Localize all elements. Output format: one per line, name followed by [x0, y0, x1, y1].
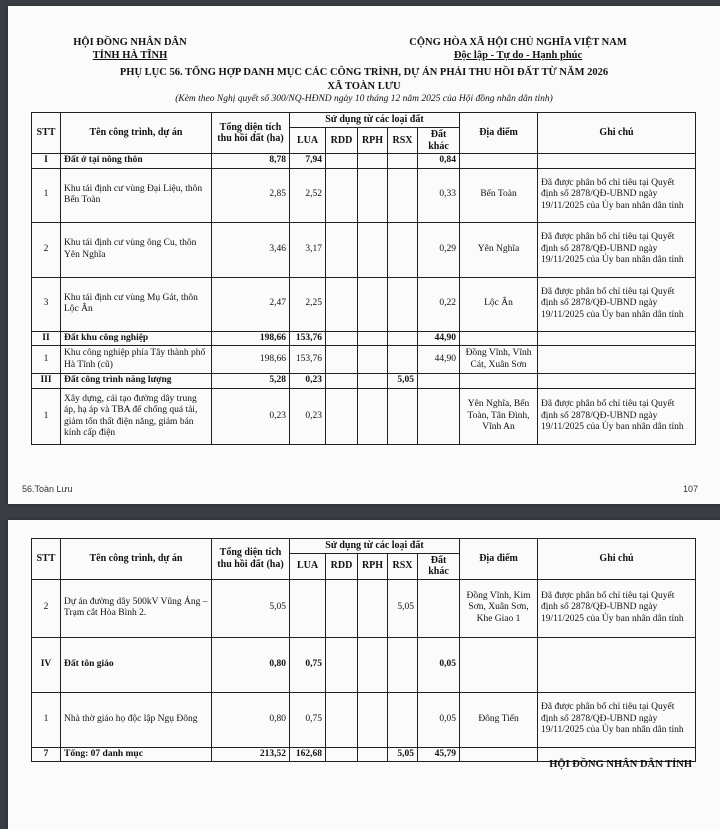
col-header-total-line2: thu hồi đất (ha) [217, 133, 284, 144]
cell-stt: IV [32, 637, 61, 692]
cell-rdd [326, 331, 358, 346]
cell-rph [358, 579, 388, 637]
col-header-location: Địa điểm [460, 113, 538, 154]
cell-lua: 0,23 [290, 389, 326, 445]
cell-other: 0,05 [418, 692, 460, 747]
cell-rdd [326, 154, 358, 169]
cell-stt: 1 [32, 389, 61, 445]
cell-location [460, 747, 538, 762]
cell-rsx [388, 346, 418, 374]
cell-rdd [326, 346, 358, 374]
cell-total: 0,23 [212, 389, 290, 445]
cell-note [538, 637, 696, 692]
cell-rdd [326, 168, 358, 222]
cell-rsx [388, 692, 418, 747]
cell-name: Khu tái định cư vùng ông Cu, thôn Yên Nghĩa [61, 222, 212, 277]
col-header-lua: LUA [290, 553, 326, 579]
page-number: 107 [682, 484, 698, 494]
issuer-name: HỘI ĐỒNG NHÂN DÂN [73, 37, 187, 48]
cell-name: Khu tái định cư vùng Mụ Gát, thôn Lộc Ân [61, 277, 212, 331]
cell-rsx [388, 331, 418, 346]
cell-other: 44,90 [418, 331, 460, 346]
col-header-rph: RPH [358, 553, 388, 579]
cell-location: Đồng Vĩnh, Kim Sơn, Xuân Sơn, Khe Giao 1 [460, 579, 538, 637]
cell-note [538, 346, 696, 374]
cell-total: 213,52 [212, 747, 290, 762]
national-title: CỘNG HÒA XÃ HỘI CHỦ NGHĨA VIỆT NAM [409, 37, 627, 48]
col-header-total [212, 113, 290, 154]
cell-note [538, 331, 696, 346]
cell-rdd [326, 389, 358, 445]
col-header-rsx: RSX [388, 128, 418, 154]
cell-name: Đất công trình năng lượng [61, 374, 212, 389]
cell-rsx: 5,05 [388, 374, 418, 389]
cell-stt: 3 [32, 277, 61, 331]
cell-rph [358, 389, 388, 445]
cell-name: Xây dựng, cải tạo đường dây trung áp, hạ áp và TBA để chống quá tải, giảm tổn thất điện năng, giảm bán kính cấp điện [61, 389, 212, 445]
table-row [32, 579, 696, 637]
col-header-total [212, 539, 290, 580]
table-row [32, 692, 696, 747]
col-header-rsx: RSX [388, 553, 418, 579]
col-header-other: Đất khác [418, 553, 460, 579]
cell-stt: 2 [32, 579, 61, 637]
cell-note [538, 374, 696, 389]
cell-total: 2,47 [212, 277, 290, 331]
cell-total: 5,28 [212, 374, 290, 389]
cell-stt: 2 [32, 222, 61, 277]
national-motto: Độc lập - Tự do - Hạnh phúc [453, 50, 583, 61]
cell-location [460, 374, 538, 389]
cell-name: Đất tôn giáo [61, 637, 212, 692]
cell-note [538, 154, 696, 169]
col-header-name: Tên công trình, dự án [61, 539, 212, 580]
cell-other: 0,29 [418, 222, 460, 277]
cell-rsx [388, 277, 418, 331]
cell-rph [358, 277, 388, 331]
table-row [32, 346, 696, 374]
cell-lua: 0,23 [290, 374, 326, 389]
cell-rsx [388, 168, 418, 222]
table-row [32, 277, 696, 331]
document-title-commune: XÃ TOÀN LƯU [327, 81, 401, 92]
cell-name: Khu công nghiệp phía Tây thành phố Hà Tĩnh (cũ) [61, 346, 212, 374]
cell-total: 2,85 [212, 168, 290, 222]
cell-rdd [326, 277, 358, 331]
cell-stt: 1 [32, 346, 61, 374]
cell-rdd [326, 579, 358, 637]
cell-rph [358, 637, 388, 692]
cell-stt: II [32, 331, 61, 346]
cell-stt: I [32, 154, 61, 169]
cell-note: Đã được phân bổ chỉ tiêu tại Quyết định số 2878/QĐ-UBND ngày 19/11/2025 của Ủy ban nhân dân tỉnh [538, 222, 696, 277]
table-row [32, 222, 696, 277]
cell-total: 198,66 [212, 346, 290, 374]
document-title: PHỤ LỤC 56. TỔNG HỢP DANH MỤC CÁC CÔNG TRÌNH, DỰ ÁN PHẢI THU HỒI ĐẤT TỪ NĂM 2026 [119, 67, 609, 78]
col-header-other: Đất khác [418, 128, 460, 154]
cell-total: 3,46 [212, 222, 290, 277]
cell-name: Khu tái định cư vùng Đại Liệu, thôn Bến Toàn [61, 168, 212, 222]
document-page-1 [8, 6, 720, 504]
cell-note: Đã được phân bổ chỉ tiêu tại Quyết định số 2878/QĐ-UBND ngày 19/11/2025 của Ủy ban nhân dân tỉnh [538, 389, 696, 445]
col-header-total-line1: Tổng diện tích [219, 121, 282, 133]
cell-rsx [388, 222, 418, 277]
document-page-2 [8, 520, 720, 829]
col-header-lua: LUA [290, 128, 326, 154]
cell-name: Dự án đường dây 500kV Vũng Áng – Trạm cắt Hòa Bình 2. [61, 579, 212, 637]
col-header-total-line1: Tổng diện tích [219, 547, 282, 559]
signoff-authority: HỘI ĐỒNG NHÂN DÂN TỈNH [549, 759, 692, 770]
cell-note: Đã được phân bổ chỉ tiêu tại Quyết định số 2878/QĐ-UBND ngày 19/11/2025 của Ủy ban nhân dân tỉnh [538, 579, 696, 637]
cell-rph [358, 692, 388, 747]
cell-name: Tổng: 07 danh mục [61, 747, 212, 762]
cell-rsx [388, 154, 418, 169]
cell-other [418, 579, 460, 637]
cell-stt: 7 [32, 747, 61, 762]
col-header-usage: Sử dụng từ các loại đất [290, 113, 460, 128]
cell-location [460, 637, 538, 692]
cell-lua: 153,76 [290, 331, 326, 346]
cell-other: 0,22 [418, 277, 460, 331]
cell-other: 45,79 [418, 747, 460, 762]
cell-location: Đồng Vĩnh, Vĩnh Cát, Xuân Sơn [460, 346, 538, 374]
col-header-rdd: RDD [326, 553, 358, 579]
cell-note: Đã được phân bổ chỉ tiêu tại Quyết định số 2878/QĐ-UBND ngày 19/11/2025 của Ủy ban nhân dân tỉnh [538, 168, 696, 222]
cell-lua: 0,75 [290, 692, 326, 747]
cell-total: 198,66 [212, 331, 290, 346]
cell-rdd [326, 374, 358, 389]
cell-rsx: 5,05 [388, 747, 418, 762]
document-subtitle: (Kèm theo Nghị quyết số 300/NQ-HĐND ngày 10 tháng 12 năm 2025 của Hội đồng nhân dân tỉnh) [175, 94, 553, 104]
cell-lua: 2,52 [290, 168, 326, 222]
cell-other: 0,84 [418, 154, 460, 169]
table-group-row [32, 637, 696, 692]
cell-stt: 1 [32, 168, 61, 222]
cell-rdd [326, 637, 358, 692]
cell-rsx [388, 637, 418, 692]
cell-lua: 2,25 [290, 277, 326, 331]
table-row [32, 389, 696, 445]
land-recovery-table-page-2 [31, 538, 696, 762]
cell-other [418, 374, 460, 389]
cell-lua: 3,17 [290, 222, 326, 277]
col-header-rdd: RDD [326, 128, 358, 154]
col-header-name: Tên công trình, dự án [61, 113, 212, 154]
cell-location: Đông Tiến [460, 692, 538, 747]
col-header-stt: STT [32, 539, 61, 580]
table-row [32, 168, 696, 222]
cell-lua: 7,94 [290, 154, 326, 169]
cell-lua: 153,76 [290, 346, 326, 374]
cell-location: Lộc Ân [460, 277, 538, 331]
col-header-location: Địa điểm [460, 539, 538, 580]
cell-rsx [388, 389, 418, 445]
cell-location: Yên Nghĩa, Bến Toàn, Tân Đình, Vĩnh An [460, 389, 538, 445]
cell-note: Đã được phân bổ chỉ tiêu tại Quyết định số 2878/QĐ-UBND ngày 19/11/2025 của Ủy ban nhân dân tỉnh [538, 692, 696, 747]
cell-total: 8,78 [212, 154, 290, 169]
cell-rdd [326, 692, 358, 747]
cell-name: Nhà thờ giáo họ độc lập Ngụ Đông [61, 692, 212, 747]
cell-rdd [326, 747, 358, 762]
cell-rph [358, 374, 388, 389]
cell-rph [358, 222, 388, 277]
cell-location: Bến Toàn [460, 168, 538, 222]
cell-location [460, 331, 538, 346]
col-header-usage: Sử dụng từ các loại đất [290, 539, 460, 554]
cell-stt: III [32, 374, 61, 389]
cell-other [418, 389, 460, 445]
cell-total: 0,80 [212, 692, 290, 747]
cell-rph [358, 747, 388, 762]
cell-location: Yên Nghĩa [460, 222, 538, 277]
table-group-row [32, 154, 696, 169]
col-header-note: Ghi chú [538, 539, 696, 580]
cell-lua: 0,75 [290, 637, 326, 692]
cell-rph [358, 154, 388, 169]
cell-other: 44,90 [418, 346, 460, 374]
col-header-note: Ghi chú [538, 113, 696, 154]
national-motto-block [388, 36, 648, 62]
cell-total: 0,80 [212, 637, 290, 692]
cell-note: Đã được phân bổ chỉ tiêu tại Quyết định số 2878/QĐ-UBND ngày 19/11/2025 của Ủy ban nhân dân tỉnh [538, 277, 696, 331]
cell-name: Đất ở tại nông thôn [61, 154, 212, 169]
page-footer-section: 56.Toàn Lưu [22, 484, 73, 494]
table-group-row [32, 331, 696, 346]
land-recovery-table-page-1 [31, 112, 696, 445]
cell-lua: 162,68 [290, 747, 326, 762]
cell-location [460, 154, 538, 169]
cell-name: Đất khu công nghiệp [61, 331, 212, 346]
cell-other: 0,05 [418, 637, 460, 692]
cell-rph [358, 168, 388, 222]
issuer-province: TỈNH HÀ TĨNH [92, 50, 168, 61]
cell-stt: 1 [32, 692, 61, 747]
cell-other: 0,33 [418, 168, 460, 222]
cell-total: 5,05 [212, 579, 290, 637]
cell-rph [358, 346, 388, 374]
col-header-stt: STT [32, 113, 61, 154]
col-header-total-line2: thu hồi đất (ha) [217, 558, 284, 570]
col-header-rph: RPH [358, 128, 388, 154]
cell-rph [358, 331, 388, 346]
cell-rsx: 5,05 [388, 579, 418, 637]
cell-rdd [326, 222, 358, 277]
cell-lua [290, 579, 326, 637]
table-group-row [32, 374, 696, 389]
issuer-block [60, 36, 200, 62]
